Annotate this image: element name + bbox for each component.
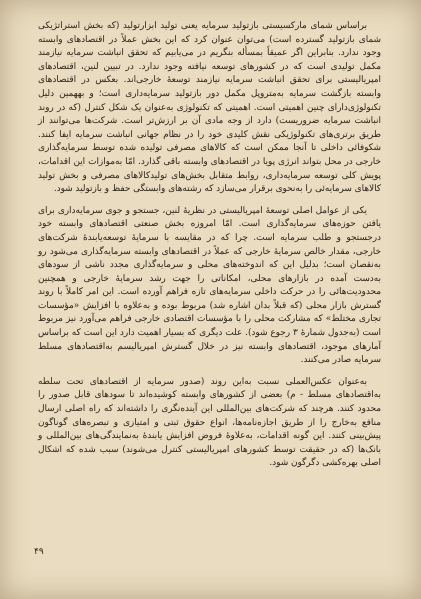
- paragraph-2: یکی از عوامل اصلی توسعهٔ امپریالیستی در نظریهٔ لنین، جستجو و جوی سرمایه‌داری برای یافتن حوزه‌های سرمایه‌گذاری است. امّا امروزه بخش صنعتی اقتصادهای وابسته خود درجستجو و طلب سرمایه است. چرا که در مقایسه با سرمایهٔ توسعه‌یابندهٔ شرکت‌های خارجی، مقدار خالص سرمایهٔ خارجی که عملاً در اقتصادهای وابسته سرمایه‌گذاری می‌شود رو به‌نقصان است؛ بدلیل این که اندوخته‌های محلی و سرمایه‌گذاری مجدد ناشی از سودهای به‌دست آمده در بازارهای محلی، امکاناتی را جهت رشد سرمایهٔ خارجی و همچنین محدودیت‌هائی را در حرکت داخلی سرمایه‌های تازه فراهم آورده است. این امر کاملاً با روند گسترش بازار محلی (که قبلاً بدان اشاره شد) مربوط بوده و به‌علاوه با افزایش «مؤسسات تجاری مختلط» که مشارکت محلی را با مؤسسات اقتصادی خارجی فراهم می‌آورد نیز مربوط است (به‌جدول شمارهٔ ۳ رجوع شود). علت دیگری که بسیار اهمیت دارد این است که براساس آمارهای موجود، اقتصادهای وابسته نیز در خلال گسترش امپریالیسم به‌اقتصادهای مسلط سرمایه صادر می‌کنند.: [38, 205, 381, 366]
- page-number: ۴۹: [34, 547, 44, 557]
- body-text: [38, 20, 381, 471]
- paragraph-1: براساس شمای مارکسیستی بازتولید سرمایه یعنی تولید ابزارتولید (که بخش استراتژیکی شمای بازتولید گسترده است) می‌توان عنوان کرد که این بخش عملاً در اقتصادهای وابسته وجود ندارد. بنابراین اگر عمیقاً بمسأله بنگریم در می‌یابیم که تحقق انباشت سرمایه نیازمند مکمل تولیدی است که در کشورهای توسعه نیافته وجود ندارد. در تبیین لنین، اقتصادهای امپریالیستی برای تحقق انباشت سرمایه نیازمند توسعهٔ خارجی‌اند. بعکس در اقتصادهای وابسته بازگشت سرمایه به‌متروپل مکمل دور بازتولید سرمایه‌داری است؛ و بههمین دلیل تکنولوژی‌دارای چنین اهمیتی است. اهمیتی که تکنولوژی به‌عنوان یک شکل کنترل (که در روند انباشت سرمایه ضروریست) دارد از وجه مادی آن بر ارزش‌تر است. شرکت‌ها می‌توانند از طریق برتری‌های تکنولوژیکی نقش کلیدی خود را در نظام جهانی انباشت سرمایه ایفا کنند. شکوفائی داخلی تا آنجا ممکن است که کالاهای مصرفی تولیده شده توسط سرمایه‌گذاری خارجی در محل بتواند انرژی پویا در اقتصادهای وابسته باقی گذارد. امّا به‌موازات این اقدامات، پویش کلی توسعه سرمایه‌داری، روابط متقابل بخش‌های تولیدکالاهای مصرفی و بخش تولید کالاهای سرمایه‌ئی را به‌نحوی برقرار می‌سازد که رشته‌های وابستگی حفظ و بازتولید شود.: [38, 21, 381, 195]
- paragraph-3: به‌عنوان عکس‌العملی نسبت به‌این روند (صدور سرمایه از اقتصادهای تحت سلطه به‌اقتصادهای مسلط - م) بعضی از کشورهای وابسته کوشیده‌اند تا سودهای قابل صدور را محدود کنند. هرچند که شرکت‌های بین‌المللی این آینده‌نگری را داشته‌اند که راه اصلی ارسال منافع به‌خارج را از طریق اجازه‌نامه‌ها، انواع حقوق ثبتی و امتیازی و تبصره‌های گوناگون پیش‌بینی کنند. این گونه اقدامات، به‌علاوهٔ فروض افزایش یابندهٔ به‌نمایندگی‌های بین‌المللی و بانک‌ها (که در حقیقت توسط کشورهای امپریالیستی کنترل می‌شوند) سبب شده که اشکال اصلی بهره‌کشی دگرگون شود.: [38, 376, 381, 469]
